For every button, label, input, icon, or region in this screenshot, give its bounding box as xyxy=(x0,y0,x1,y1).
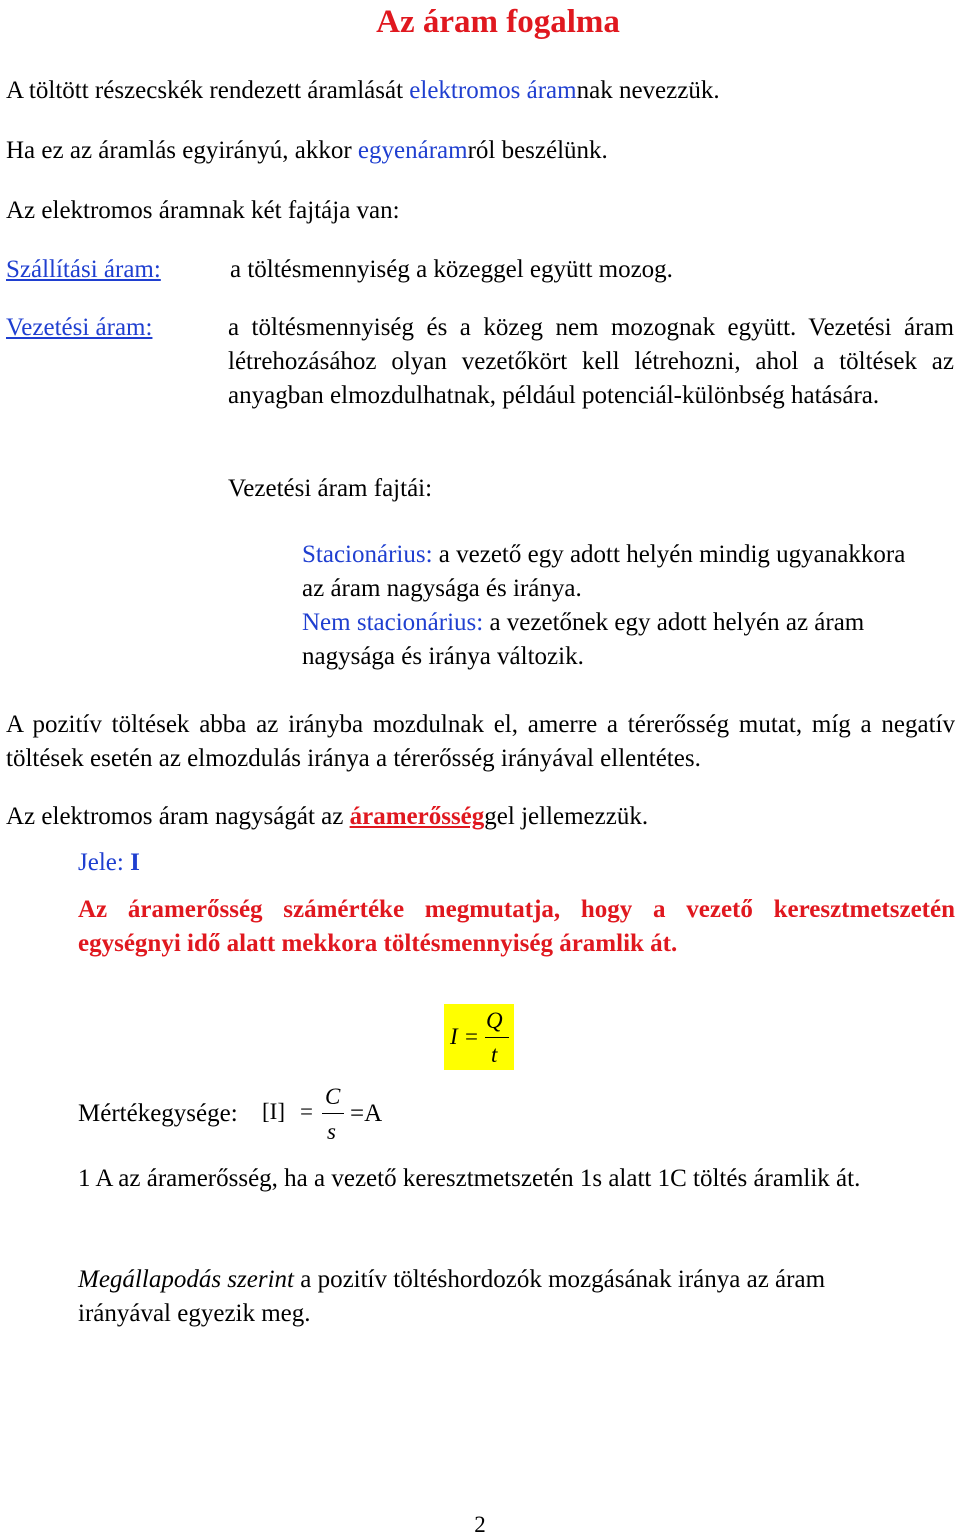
page-title: Az áram fogalma xyxy=(376,4,620,40)
unit-result: =A xyxy=(350,1100,383,1127)
unit-denominator: s xyxy=(327,1119,336,1144)
p2-suffix: ról beszélünk. xyxy=(467,137,608,164)
paragraph-charge-direction: A pozitív töltések abba az irányba mozdulnak el, amerre a térerősség mutat, míg a negatív töltések esetén az elmozdulás iránya a térerősség irányával ellentétes. xyxy=(6,711,955,772)
term-current-strength: áramerősség xyxy=(349,803,485,830)
formula-numerator: Q xyxy=(486,1008,503,1033)
paragraph-ampere-definition: 1 A az áramerősség, ha a vezető keresztmetszetén 1s alatt 1C töltés áramlik át. xyxy=(78,1165,861,1192)
p1-text: A töltött részecskék rendezett áramlását xyxy=(6,77,410,104)
paragraph-convention xyxy=(78,1263,898,1331)
heading-conduction-types: Vezetési áram fajtái: xyxy=(228,475,433,502)
symbol-value: I xyxy=(130,849,140,876)
symbol-label: Jele: xyxy=(78,849,131,876)
term-electric-current: elektromos áram xyxy=(409,77,577,104)
formula-fraction-line xyxy=(485,1037,509,1038)
p5-suffix: gel jellemezzük. xyxy=(484,803,649,830)
formula-lhs: I xyxy=(450,1024,458,1049)
paragraph-two-types: Az elektromos áramnak két fajtája van: xyxy=(6,197,400,224)
formula-eq: = xyxy=(465,1024,478,1049)
symbol-line xyxy=(78,846,140,880)
term-direct-current: egyenáram xyxy=(357,137,468,164)
p5-text: Az elektromos áram nagyságát az xyxy=(6,803,350,830)
unit-fraction-line xyxy=(322,1113,344,1114)
text-conduction-current: a töltésmennyiség és a közeg nem mozognak együtt. Vezetési áram létrehozásához olyan vezetőkört kell létrehozni, ahol a töltések az anyagban elmozdulhatnak, például potenciál-különbség hatására. xyxy=(228,314,954,409)
text-nonstationary: a vezetőnek egy adott helyén az áram nagysága és iránya változik. xyxy=(302,609,865,670)
paragraph-direct-current xyxy=(6,134,956,168)
page-number: 2 xyxy=(474,1512,486,1537)
item-nonstationary xyxy=(302,606,922,674)
label-conduction-current: Vezetési áram: xyxy=(6,314,153,341)
term-stationary: Stacionárius: xyxy=(302,541,433,568)
paragraph-current-definition xyxy=(6,74,956,108)
text-transport-current: a töltésmennyiség a közeggel együtt mozog. xyxy=(230,256,673,283)
text-stationary: a vezető egy adott helyén mindig ugyanakkora az áram nagysága és iránya. xyxy=(302,541,906,602)
unit-label: Mértékegysége: xyxy=(78,1100,238,1127)
formula-denominator: t xyxy=(491,1042,498,1067)
conduction-types-list xyxy=(302,538,922,674)
p1-suffix: nak nevezzük. xyxy=(576,77,720,104)
convention-text: a pozitív töltéshordozók mozgásának iránya az áram irányával egyezik meg. xyxy=(78,1266,826,1327)
term-nonstationary: Nem stacionárius: xyxy=(302,609,484,636)
label-transport-current: Szállítási áram: xyxy=(6,256,161,283)
item-stationary xyxy=(302,538,922,606)
unit-eq: = xyxy=(300,1099,313,1124)
unit-lhs: [I] xyxy=(262,1099,285,1124)
paragraph-current-magnitude xyxy=(6,800,956,834)
convention-italic: Megállapodás szerint xyxy=(78,1266,294,1293)
definition-current-strength: Az áramerősség számértéke megmutatja, hogy a vezető keresztmetszetén egységnyi idő alatt mekkora töltésmennyiség áramlik át. xyxy=(78,896,955,957)
p2-text: Ha ez az áramlás egyirányú, akkor xyxy=(6,137,358,164)
unit-numerator: C xyxy=(325,1084,341,1109)
